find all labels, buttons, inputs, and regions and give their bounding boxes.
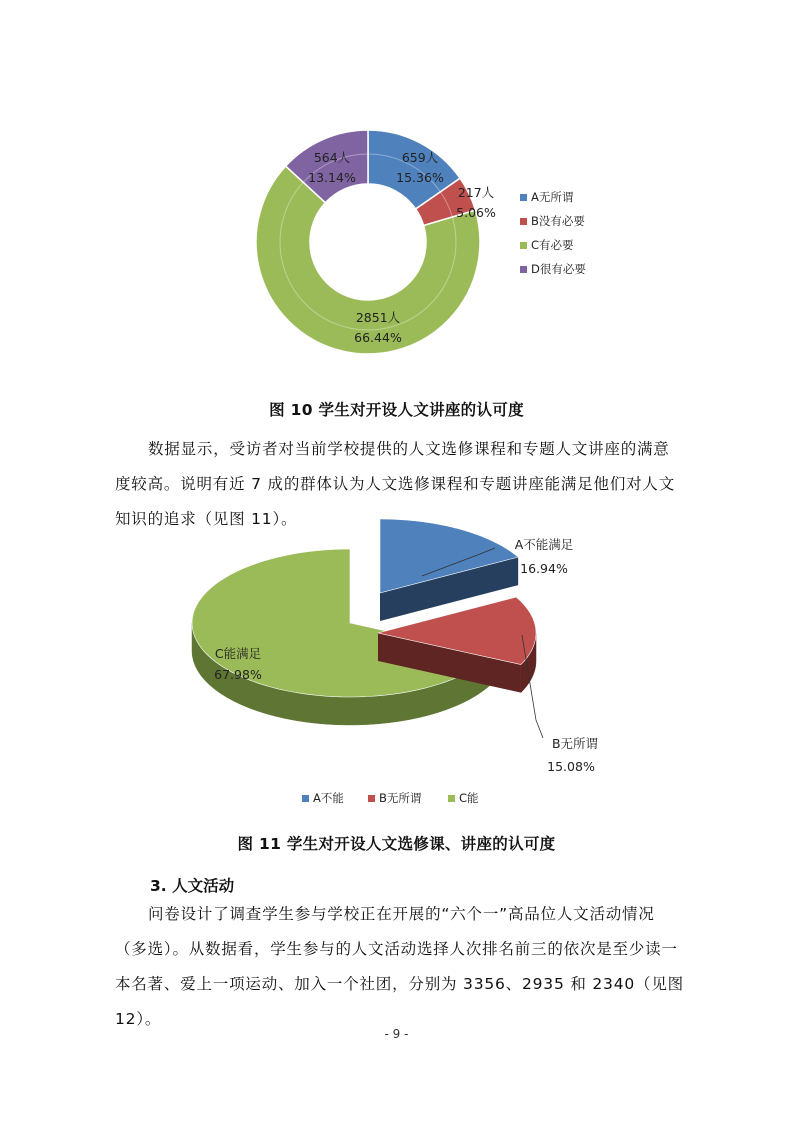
legend-label-1: B没有必要 [531,214,585,228]
legend-swatch-1 [368,795,375,802]
legend-label-0: A不能 [313,791,344,805]
legend-label-0: A无所谓 [531,190,574,204]
doughnut-chart-svg [230,120,630,370]
legend-swatch-0 [302,795,309,802]
pie-label-c-name: C能满足 [214,646,262,661]
donut-label-pct-3: 13.14% [308,170,356,185]
section-heading-3: 3. 人文活动 [150,877,235,895]
legend-label-3: D很有必要 [531,262,586,276]
donut-label-count-3: 564人 [313,150,351,165]
donut-label-pct-0: 15.36% [396,170,444,185]
pie-chart-svg [150,530,630,815]
legend-swatch-3 [520,266,527,273]
legend-swatch-2 [520,242,527,249]
donut-label-count-0: 659人 [401,150,439,165]
donut-label-count-2: 2851人 [355,310,401,325]
paragraph-activities: 问卷设计了调查学生参与学校正在开展的“六个一”高品位人文活动情况（多选）。从数据看，学生参与的人文活动选择人次排名前三的依次是至少读一本名著、爱上一项运动、加入一个社团，分别为 3356、2935 和 2340（见图 12）。 [115,905,684,1028]
pie-label-b-name: B无所谓 [551,736,599,751]
pie-label-c-pct: 67.98% [214,667,262,682]
pie-label-b-pct: 15.08% [547,759,595,774]
donut-label-pct-1: 5.06% [456,205,496,220]
legend-label-2: C能 [459,791,479,805]
donut-label-pct-2: 66.44% [354,330,402,345]
paragraph-satisfaction: 数据显示，受访者对当前学校提供的人文选修课程和专题人文讲座的满意度较高。说明有近 7 成的群体认为人文选修课程和专题讲座能满足他们对人文知识的追求（见图 11）。 [115,440,676,528]
figure-11-chart [150,530,630,815]
figure-10-chart [230,120,630,370]
figure-11-caption: 图 11 学生对开设人文选修课、讲座的认可度 [237,835,556,853]
pie-label-a-pct: 16.94% [520,561,568,576]
legend-swatch-2 [448,795,455,802]
pie-label-a-name: A不能满足 [514,537,574,552]
legend-swatch-1 [520,218,527,225]
figure-10-caption: 图 10 学生对开设人文讲座的认可度 [269,401,524,419]
donut-label-count-1: 217人 [457,185,495,200]
legend-label-2: C有必要 [531,238,574,252]
legend-label-1: B无所谓 [379,791,422,805]
page-number: - 9 - [384,1027,409,1041]
legend-swatch-0 [520,194,527,201]
